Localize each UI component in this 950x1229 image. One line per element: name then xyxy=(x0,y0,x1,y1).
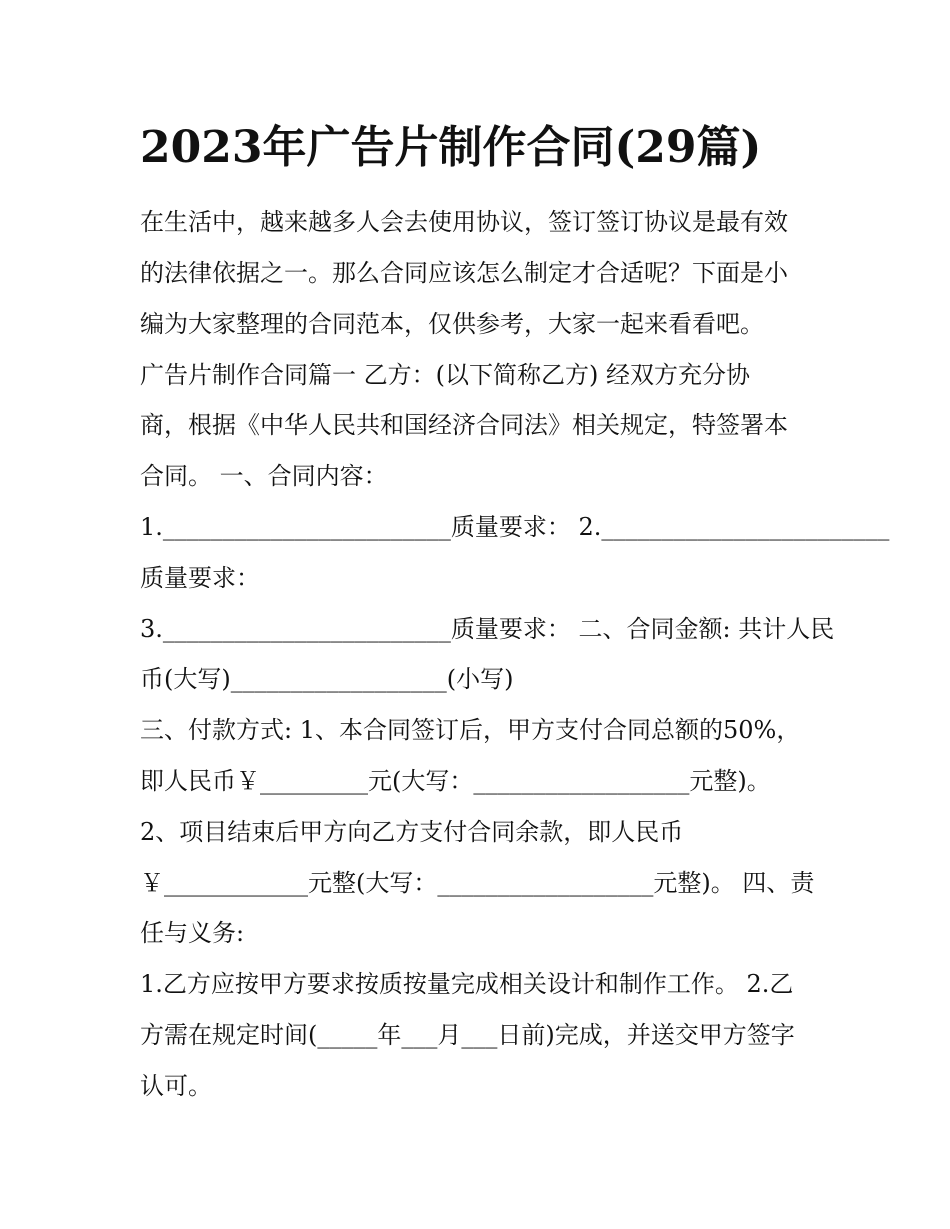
body-line: 任与义务: xyxy=(140,919,245,947)
body-line: 的法律依据之一。那么合同应该怎么制定才合适呢？下面是小 xyxy=(140,259,788,287)
body-line: 商，根据《中华人民共和国经济合同法》相关规定，特签署本 xyxy=(140,411,788,439)
body-line: ￥____________元整(大写：__________________元整)。 四、责 xyxy=(140,869,815,897)
body-line: 即人民币￥_________元(大写：__________________元整)。 xyxy=(140,767,771,795)
body-line: 广告片制作合同篇一 乙方：(以下简称乙方) 经双方充分协 xyxy=(140,361,750,389)
body-line: 币(大写)__________________(小写) xyxy=(140,665,514,693)
body-line: 三、付款方式: 1、本合同签订后，甲方支付合同总额的50%， xyxy=(140,716,801,744)
document-title: 2023年广告片制作合同(29篇) xyxy=(140,122,762,173)
body-line: 1.乙方应按甲方要求按质按量完成相关设计和制作工作。 2.乙 xyxy=(140,970,794,998)
body-line: 合同。 一、合同内容： xyxy=(140,462,388,490)
body-line: 3.________________________质量要求： 二、合同金额: 共计人民 xyxy=(140,615,835,643)
body-line: 1.________________________质量要求： 2.________________________ xyxy=(140,513,890,541)
body-line: 2、项目结束后甲方向乙方支付合同余款，即人民币 xyxy=(140,818,684,846)
body-line: 编为大家整理的合同范本，仅供参考，大家一起来看看吧。 xyxy=(140,310,764,338)
body-line: 认可。 xyxy=(140,1072,212,1100)
body-line: 方需在规定时间(_____年___月___日前)完成，并送交甲方签字 xyxy=(140,1021,795,1049)
body-line: 质量要求： xyxy=(140,564,260,592)
body-line: 在生活中，越来越多人会去使用协议，签订签订协议是最有效 xyxy=(140,208,788,236)
